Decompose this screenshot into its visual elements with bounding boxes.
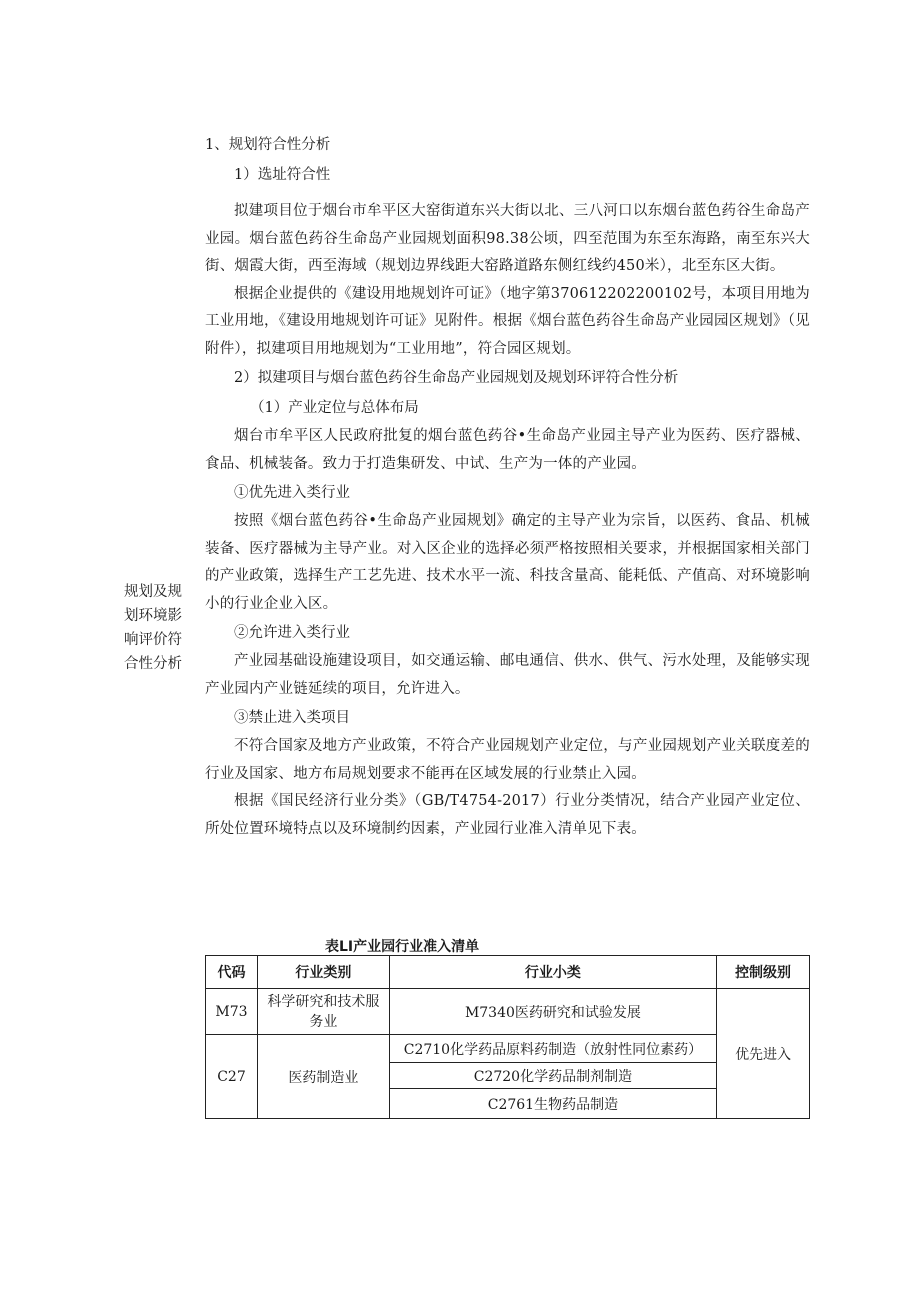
paragraph-permit: 根据企业提供的《建设用地规划许可证》（地字第370612202200102号，本项目用地为工业用地，《建设用地规划许可证》见附件。根据《烟台蓝色药谷生命岛产业园园区规划》（见附件），拟建项目用地规划为“工业用地”，符合园区规划。 [205, 285, 810, 357]
cell-subcategory: C2710化学药品原料药制造（放射性同位素药） [389, 1035, 716, 1063]
cell-subcategory: M7340医药研究和试验发展 [389, 989, 716, 1035]
cell-subcategory: C2720化学药品制剂制造 [389, 1063, 716, 1089]
cell-subcategory: C2761生物药品制造 [389, 1089, 716, 1119]
paragraph-allowed: 产业园基础设施建设项目，如交通运输、邮电通信、供水、供气、污水处理，及能够实现产业园内产业链延续的项目，允许进入。 [205, 653, 810, 697]
paragraph-location: 拟建项目位于烟台市牟平区大窑街道东兴大街以北、三八河口以东烟台蓝色药谷生命岛产业园。烟台蓝色药谷生命岛产业园规划面积98.38公顷，四至范围为东至东海路，南至东兴大街、烟霞大街，西至海域（规划边界线距大窑路道路东侧红线约450米），北至东区大街。 [205, 203, 810, 274]
document-body [205, 130, 810, 843]
cell-category: 医药制造业 [257, 1035, 389, 1119]
header-category: 行业类别 [257, 956, 389, 989]
table-title: 表LI产业园行业准入清单 [325, 939, 480, 955]
header-subcategory: 行业小类 [389, 956, 716, 989]
heading-prohibited-projects: ③禁止进入类项目 [234, 710, 350, 726]
heading-allowed-industries: ②允许进入类行业 [234, 625, 350, 641]
table-header-row [206, 956, 810, 989]
heading-industry-positioning: （1）产业定位与总体布局 [250, 400, 419, 416]
paragraph-prohibited: 不符合国家及地方产业政策，不符合产业园规划产业定位，与产业园规划产业关联度差的行业及国家、地方布局规划要求不能再在区域发展的行业禁止入园。 [205, 738, 810, 782]
heading-park-planning: 2）拟建项目与烟台蓝色药谷生命岛产业园规划及规划环评符合性分析 [234, 370, 679, 386]
cell-code: C27 [206, 1035, 258, 1119]
side-label: 规划及规划环境影响评价符合性分析 [124, 584, 182, 672]
header-code: 代码 [206, 956, 258, 989]
industry-access-table [205, 955, 810, 1119]
heading-priority-industries: ①优先进入类行业 [234, 485, 350, 501]
cell-code: M73 [206, 989, 258, 1035]
heading-site-compliance: 1）选址符合性 [234, 167, 331, 183]
header-control-level: 控制级别 [717, 956, 810, 989]
paragraph-leading-industries: 烟台市牟平区人民政府批复的烟台蓝色药谷•生命岛产业园主导产业为医药、医疗器械、食品、机械装备。致力于打造集研发、中试、生产为一体的产业园。 [205, 428, 810, 472]
heading-planning-compliance: 1、规划符合性分析 [205, 137, 331, 153]
paragraph-classification: 根据《国民经济行业分类》（GB/T4754-2017）行业分类情况，结合产业园产业定位、所处位置环境特点以及环境制约因素，产业园行业准入清单见下表。 [205, 793, 810, 837]
cell-control-level: 优先进入 [717, 989, 810, 1119]
table-row [206, 989, 810, 1035]
cell-category: 科学研究和技术服务业 [257, 989, 389, 1035]
paragraph-priority: 按照《烟台蓝色药谷•生命岛产业园规划》确定的主导产业为宗旨，以医药、食品、机械装备、医疗器械为主导产业。对入区企业的选择必须严格按照相关要求，并根据国家相关部门的产业政策，选择生产工艺先进、技术水平一流、科技含量高、能耗低、产值高、对环境影响小的行业企业入区。 [205, 513, 810, 612]
